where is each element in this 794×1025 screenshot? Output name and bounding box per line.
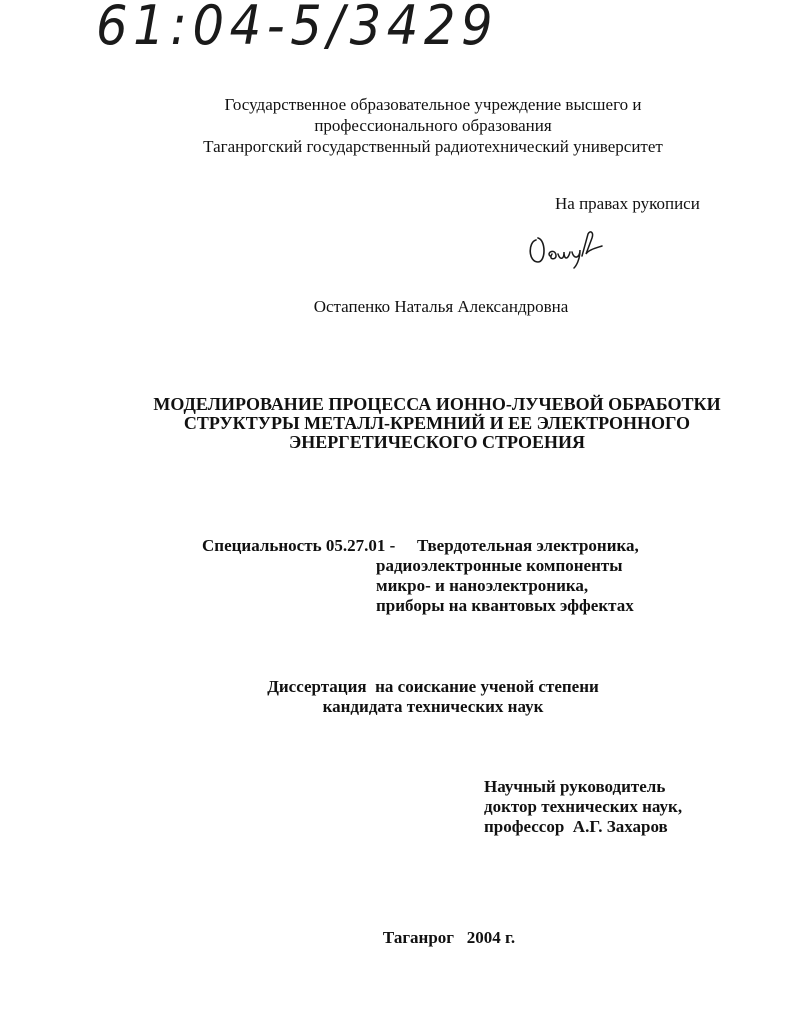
specialty-line: микро- и наноэлектроника,: [376, 576, 589, 595]
scientific-advisor: [484, 777, 682, 837]
handwritten-catalog-number: 61:04-5/3429: [96, 0, 499, 57]
author-name: Остапенко Наталья Александровна: [313, 297, 569, 316]
advisor-line: доктор технических наук,: [484, 797, 683, 816]
specialty-line: радиоэлектронные компоненты: [376, 556, 623, 575]
degree-line: Диссертация на соискание ученой степени: [267, 677, 599, 696]
degree-statement: [36, 677, 794, 717]
specialty-line: приборы на квантовых эффектах: [376, 596, 634, 615]
rights-note: На правах рукописи: [555, 194, 700, 213]
advisor-line: Научный руководитель: [484, 777, 666, 796]
institution-block: [36, 94, 794, 157]
institution-line: Таганрогский государственный радиотехнический университет: [203, 137, 663, 156]
advisor-line: профессор А.Г. Захаров: [484, 817, 668, 836]
dissertation-title: [40, 395, 794, 452]
title-line: СТРУКТУРЫ МЕТАЛЛ-КРЕМНИЙ И ЕЕ ЭЛЕКТРОННОГО: [183, 413, 691, 433]
handwritten-signature: [526, 226, 606, 275]
institution-line: Государственное образовательное учреждение высшего и: [224, 95, 642, 114]
signature-icon: [526, 226, 606, 270]
degree-line: кандидата технических наук: [322, 697, 544, 716]
specialty-line: Твердотельная электроника,: [417, 536, 639, 555]
specialty-description: [376, 536, 639, 616]
title-line: МОДЕЛИРОВАНИЕ ПРОЦЕССА ИОННО-ЛУЧЕВОЙ ОБРАБОТКИ: [153, 394, 721, 414]
title-line: ЭНЕРГЕТИЧЕСКОГО СТРОЕНИЯ: [289, 432, 585, 452]
institution-line: профессионального образования: [314, 116, 552, 135]
city-year: Таганрог 2004 г.: [382, 928, 516, 947]
specialty-label: Специальность 05.27.01 -: [202, 536, 396, 555]
